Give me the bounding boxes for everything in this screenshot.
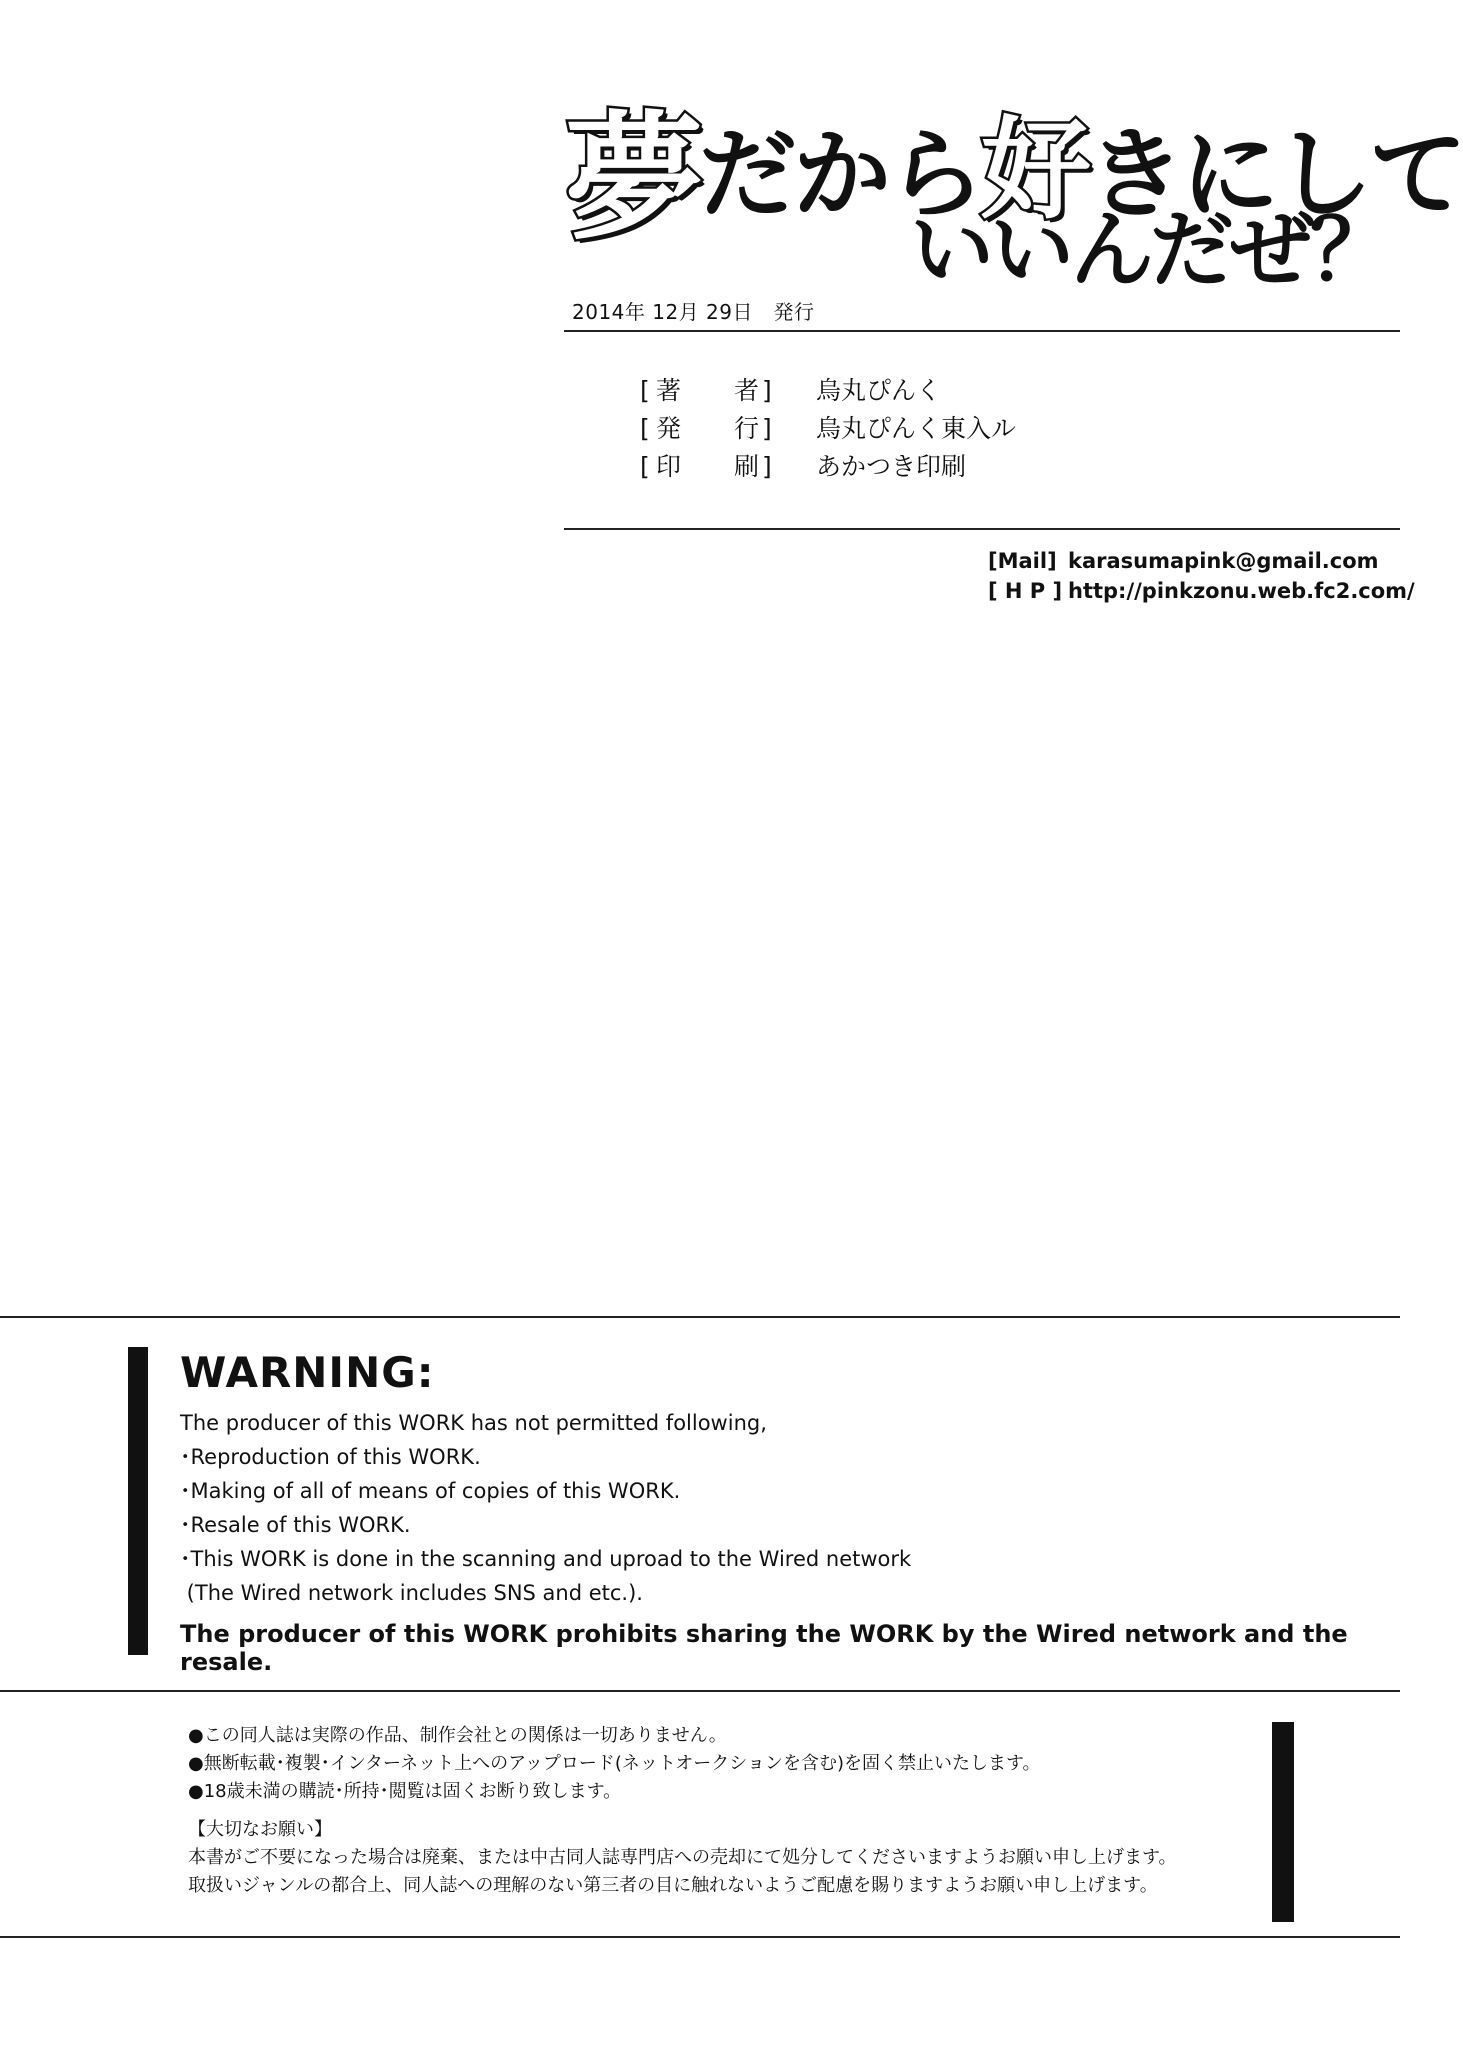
request-line: 本書がご不要になった場合は廃棄、または中古同人誌専門店への売却にて処分してくださいますようお願い申し上げます。 <box>188 1847 1177 1868</box>
contact-row-mail <box>988 546 1415 576</box>
warning-line: ･This WORK is done in the scanning and uproad to the Wired network <box>180 1547 912 1571</box>
note-bullet: ●無断転載･複製･インターネット上へのアップロード(ネットオークションを含む)を固く禁止いたします。 <box>188 1753 1041 1774</box>
divider-top <box>564 330 1400 332</box>
divider-warning-top <box>0 1316 1400 1318</box>
page-title-line-2: いいんだぜ？ <box>910 201 1391 299</box>
publication-date: 2014年 12月 29日 発行 <box>572 300 815 324</box>
credit-label: 印 <box>656 452 682 481</box>
warning-line: ･Making of all of means of copies of this WORK. <box>180 1479 681 1503</box>
warning-final-statement: The producer of this WORK prohibits sharing the WORK by the Wired network and the resale. <box>180 1620 1348 1676</box>
note-bullet: ●18歳未満の購読･所持･閲覧は固くお断り致します。 <box>188 1781 622 1802</box>
warning-line: The producer of this WORK has not permitted following, <box>180 1411 767 1435</box>
credit-label: 著 <box>656 376 682 405</box>
credits <box>640 372 1016 486</box>
contact-label: [Mail] <box>988 549 1057 573</box>
homepage-link[interactable]: http://pinkzonu.web.fc2.com/ <box>1068 579 1415 603</box>
credit-row-printer: [ 印 刷 ] あかつき印刷 <box>640 448 1016 486</box>
warning-bar <box>128 1347 148 1655</box>
divider-bottom <box>0 1936 1400 1938</box>
email-link[interactable]: karasumapink@gmail.com <box>1068 549 1379 573</box>
credit-value: 烏丸ぴんく <box>816 376 942 405</box>
contact-row-hp <box>988 576 1415 606</box>
title-kanji-suki: 好 <box>981 106 1088 234</box>
title-kanji-yume: 夢 <box>565 98 700 259</box>
warning-line: ･Reproduction of this WORK. <box>180 1445 481 1469</box>
warning-body <box>180 1406 911 1610</box>
credit-value: あかつき印刷 <box>816 452 967 481</box>
request-line: 取扱いジャンルの都合上、同人誌への理解のない第三者の目に触れないようご配慮を賜りますようお願い申し上げます。 <box>188 1875 1158 1896</box>
contact-label: [ H P ] <box>988 579 1063 603</box>
notes-bar <box>1272 1722 1294 1922</box>
request-heading: 【大切なお願い】 <box>188 1819 332 1840</box>
note-bullet: ●この同人誌は実際の作品、制作会社との関係は一切ありません。 <box>188 1725 727 1746</box>
title-text-a: だから <box>699 118 982 232</box>
divider-mid <box>564 528 1400 530</box>
warning-line: (The Wired network includes SNS and etc.). <box>180 1581 643 1605</box>
credit-row-author: [ 著 者 ] 烏丸ぴんく <box>640 372 1016 410</box>
title-text-b: きにして <box>1087 118 1463 232</box>
credit-row-publisher: [ 発 行 ] 烏丸ぴんく東入ル <box>640 410 1016 448</box>
contacts <box>988 546 1415 606</box>
credit-label: 発 <box>656 414 682 443</box>
credit-value: 烏丸ぴんく東入ル <box>816 414 1017 443</box>
notes <box>188 1722 1177 1900</box>
warning-heading: WARNING: <box>180 1348 435 1397</box>
warning-line: ･Resale of this WORK. <box>180 1513 411 1537</box>
divider-warning-bottom <box>0 1690 1400 1692</box>
